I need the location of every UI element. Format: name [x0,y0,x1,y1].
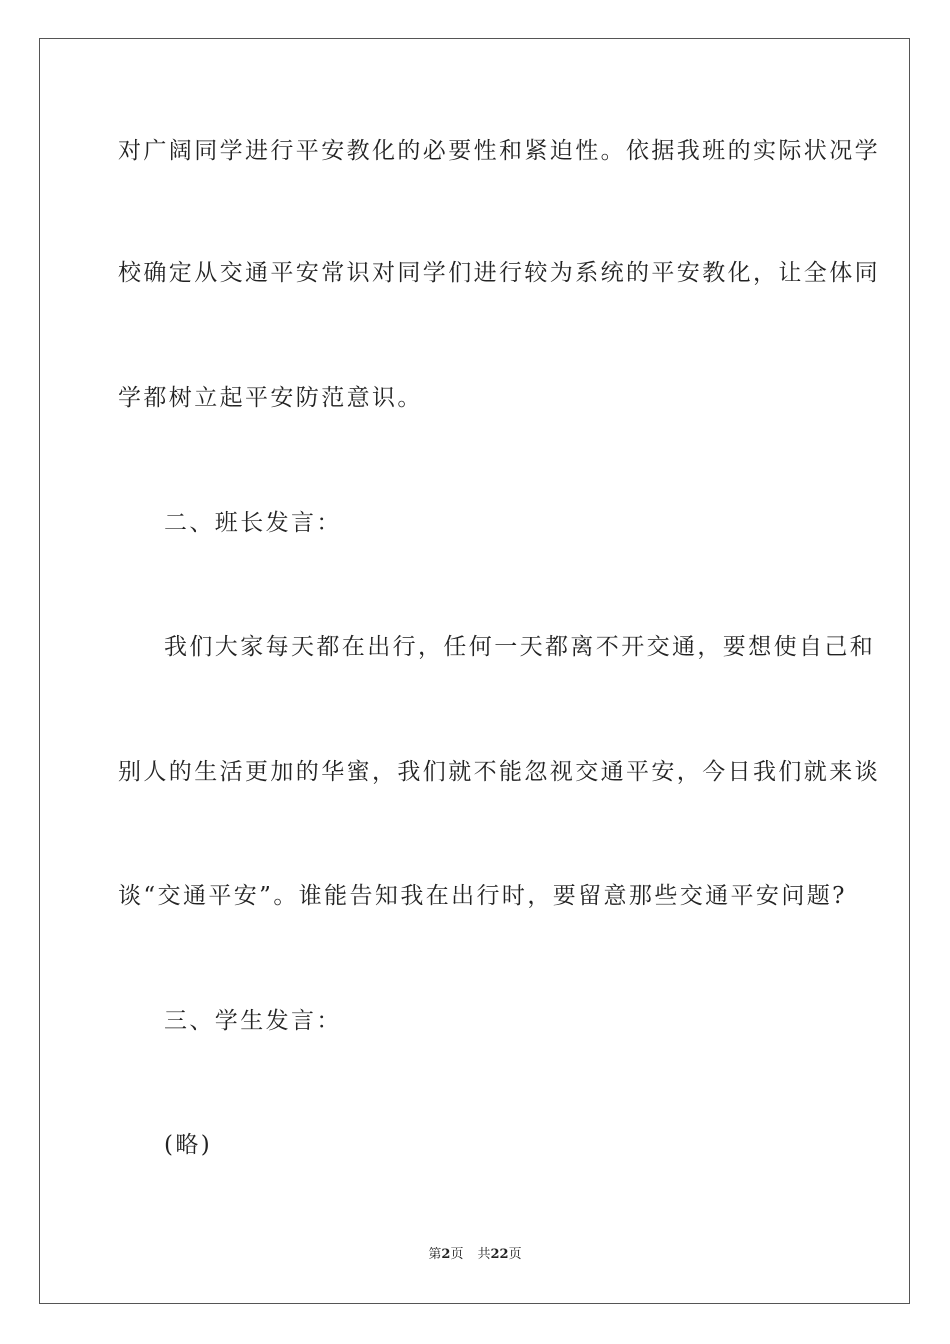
page-footer [0,1246,950,1264]
omitted-note: (略) [164,1132,213,1158]
total-pages: 22 [490,1247,509,1262]
page-suffix: 页 [450,1247,464,1262]
paragraph-line-6: 谈“交通平安”。谁能告知我在出行时，要留意那些交通平安问题? [118,883,847,909]
page-border [39,38,910,1304]
paragraph-line-2: 校确定从交通平安常识对同学们进行较为系统的平安教化，让全体同 [118,260,880,286]
section-heading-students: 三、学生发言： [164,1008,342,1034]
paragraph-line-3: 学都树立起平安防范意识。 [118,385,423,411]
total-suffix: 页 [508,1247,522,1262]
paragraph-line-5: 别人的生活更加的华蜜，我们就不能忽视交通平安，今日我们就来谈 [118,759,880,785]
total-prefix: 共 [477,1247,491,1262]
page-prefix: 第 [428,1247,442,1262]
section-heading-class-monitor: 二、班长发言： [164,510,342,536]
paragraph-line-1: 对广阔同学进行平安教化的必要性和紧迫性。依据我班的实际状况学 [118,138,880,164]
page-number: 2 [441,1247,451,1262]
paragraph-line-4: 我们大家每天都在出行，任何一天都离不开交通，要想使自己和 [164,634,876,660]
